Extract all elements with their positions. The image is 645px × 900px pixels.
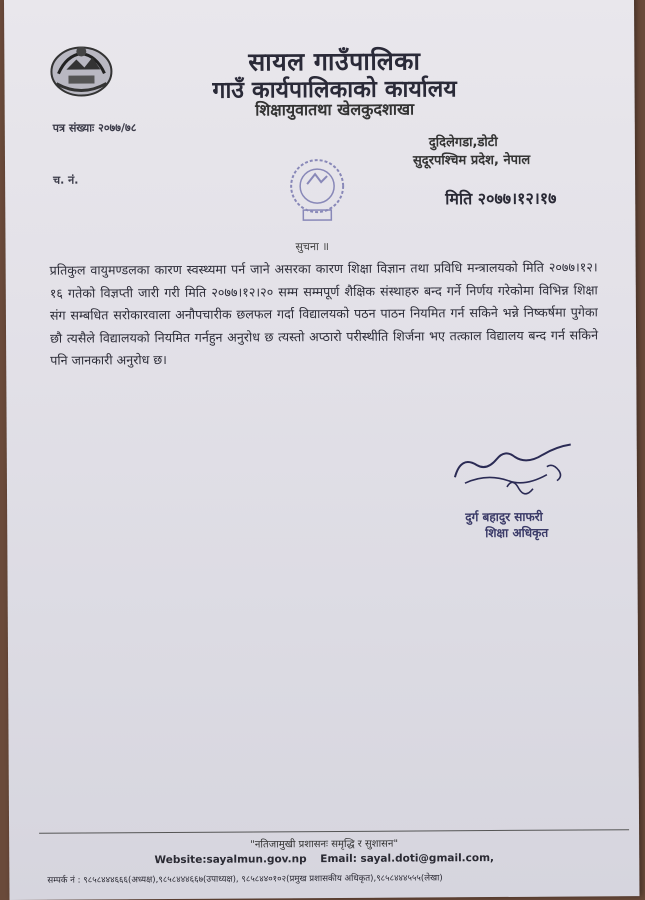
office-stamp-icon: [277, 148, 357, 228]
nepal-emblem-icon: [46, 39, 116, 99]
letter-page: [4, 0, 639, 900]
reference-number: पत्र संख्याः २०७७/७८: [52, 121, 137, 135]
address-line-2: सुदूरपश्चिम प्रदेश, नेपाल: [412, 152, 531, 169]
address-line-1: दुदिलेगडा,डोटी: [428, 134, 498, 151]
footer-website: Website:sayalmun.gov.np: [154, 853, 307, 867]
section-title: शिक्षायुवातथा खेलकुदशाखा: [255, 99, 415, 120]
dispatch-number: च. नं.: [53, 173, 79, 187]
signature-icon: [447, 437, 577, 508]
notice-title: सुचना ॥: [295, 240, 330, 254]
office-title: गाउँ कार्यपालिकाको कार्यालय: [212, 76, 457, 104]
footer-motto: "नतिजामुखी प्रशासनः समृद्धि र सुशासन": [250, 838, 399, 851]
municipality-title: सायल गाउँपालिका: [248, 46, 421, 77]
notice-body: प्रतिकुल वायुमण्डलका कारण स्वस्थ्यमा पर्न जाने असरका कारण शिक्षा विज्ञान तथा प्रविधि मन्त्रालयको मिति २०७७।१२।१६ गतेको विज्ञप्ती जारी गरी मिति २०७७।१२।२० सम्म सम्मपूर्ण शैक्षिक संस्थाहरु बन्द गर्ने निर्णय गरेकोमा विभिन्न शिक्षा संग सम्बधित सरोकारवाला अनौपचारीक छलफल गर्दा विद्यालयको पठन पाठन नियमित गर्न सकिने भन्ने निष्कर्षमा पुगेका छौ त्यसैले विद्यालयको नियमित गर्नहुन अनुरोध छ त्यस्तो अप्ठारो परीस्थीति शिर्जना भए तत्काल विद्यालय बन्द गर्न सकिने पनि जानकारी अनुरोध छ।: [49, 259, 599, 368]
footer-divider: [39, 829, 629, 834]
officer-title: शिक्षा अधिकृत: [485, 525, 549, 541]
letter-date: मिति २०७७।१२।१७: [445, 188, 557, 209]
footer-web-email: [9, 851, 639, 867]
officer-name: दुर्ग बहादुर साफरी: [465, 509, 543, 525]
footer-email: Email: sayal.doti@gmail.com,: [320, 852, 495, 866]
footer-contact: सम्पर्क नं : ९८५८४४४६६६(अध्यक्ष),९८५८४४४६६७(उपाध्यक्ष), ९८५८४४०१०२(प्रमुख प्रशासकीय अधिकृत),९८५८४४४५५५(लेखा): [47, 873, 443, 886]
